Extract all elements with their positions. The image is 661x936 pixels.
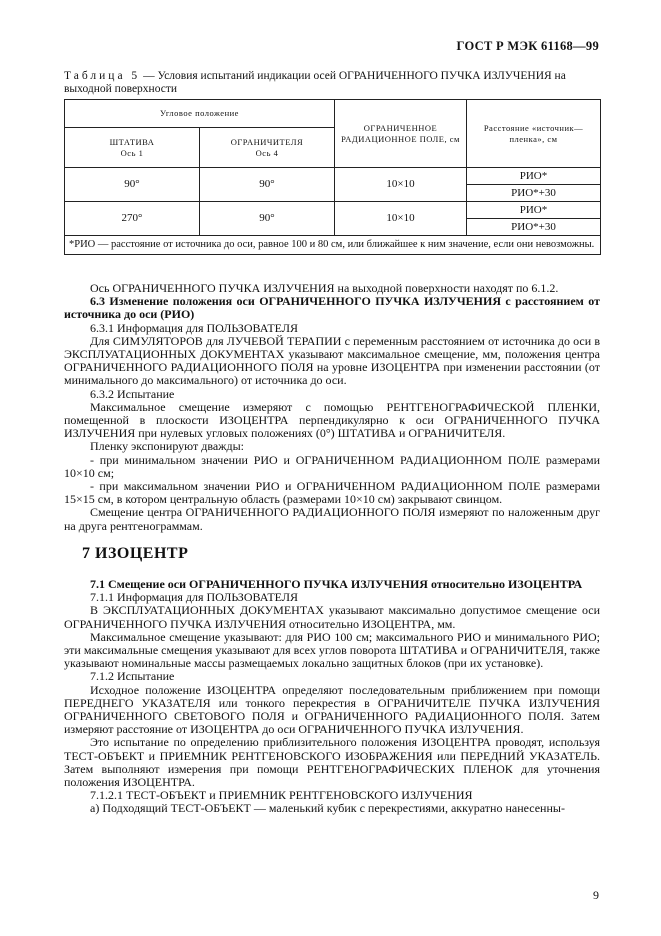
paragraph: Максимальное смещение измеряют с помощью РЕНТГЕНОГРАФИЧЕСКОЙ ПЛЕНКИ, помещенной в плоскости ИЗОЦЕНТРА перпендикулярно к оси ОГРАНИЧЕННОГО ПУЧКА ИЗЛУЧЕНИЯ при нулевых угловых положениях (0°) ШТАТИВА и ОГРАНИЧИТЕЛЯ. [64, 399, 600, 441]
paragraph: Это испытание по определению приблизительного положения ИЗОЦЕНТРА проводят, используя ТЕСТ-ОБЪЕКТ и ПРИЕМНИК РЕНТГЕНОВСКОГО ИЗОБРАЖЕНИЯ или ПЕРЕДНИЙ УКАЗАТЕЛЬ. Затем выполняют измерения при помощи РЕНТГЕНОГРАФИЧЕСКИХ ПЛЕНОК для уточнения положения ИЗОЦЕНТРА. [64, 735, 600, 790]
heading-6-3-1: 6.3.1 Информация для ПОЛЬЗОВАТЕЛЯ [90, 320, 298, 335]
row1-gantry: 90° [65, 168, 200, 202]
paragraph: а) Подходящий ТЕСТ-ОБЪЕКТ — маленький кубик с перекрестиями, аккуратно нанесенны- [90, 801, 565, 816]
test-conditions-table [64, 99, 601, 255]
row2-field: 10×10 [335, 202, 467, 236]
row1-limiter: 90° [200, 168, 335, 202]
gantry-axis-label: Ось 1 [120, 147, 144, 158]
section-6-text [64, 282, 600, 533]
heading-7-1-2-1: 7.1.2.1 ТЕСТ-ОБЪЕКТ и ПРИЕМНИК РЕНТГЕНОВСКОГО ИЗЛУЧЕНИЯ [90, 788, 473, 803]
list-item: - при минимальном значении РИО и ОГРАНИЧЕННОМ РАДИАЦИОННОМ ПОЛЕ размерами 10×10 см; [64, 452, 600, 480]
paragraph: Ось ОГРАНИЧЕННОГО ПУЧКА ИЗЛУЧЕНИЯ на выходной поверхности находят по 6.1.2. [90, 281, 559, 295]
gantry-header [65, 128, 200, 168]
heading-6-3: 6.3 Изменение положения оси ОГРАНИЧЕННОГО ПУЧКА ИЗЛУЧЕНИЯ с расстоянием от источника до оси (РИО) [64, 294, 600, 322]
paragraph: В ЭКСПЛУАТАЦИОННЫХ ДОКУМЕНТАХ указывают максимально допустимое смещение оси ОГРАНИЧЕННОГО ПУЧКА ИЗЛУЧЕНИЯ относительно ИЗОЦЕНТРА, мм. [64, 603, 600, 631]
limiter-header [200, 128, 335, 168]
section-7-title: 7 ИЗОЦЕНТР [82, 545, 189, 562]
table-footnote: *РИО — расстояние от источника до оси, равное 100 и 80 см, или ближайшее к ним значение, если они невозможны. [65, 236, 601, 255]
row2-gantry: 270° [65, 202, 200, 236]
row1-field: 10×10 [335, 168, 467, 202]
row1-distance-2: РИО*+30 [467, 185, 601, 202]
standard-header: ГОСТ Р МЭК 61168—99 [456, 39, 599, 53]
page-number: 9 [593, 888, 599, 902]
heading-7-1-1: 7.1.1 Информация для ПОЛЬЗОВАТЕЛЯ [90, 590, 298, 605]
field-size-header: ОГРАНИЧЕННОЕ РАДИАЦИОННОЕ ПОЛЕ, см [335, 100, 467, 168]
row2-distance-1: РИО* [467, 202, 601, 219]
table-caption-lead: Таблица 5 [64, 70, 141, 82]
heading-7-1: 7.1 Смещение оси ОГРАНИЧЕННОГО ПУЧКА ИЗЛУЧЕНИЯ относительно ИЗОЦЕНТРА [90, 577, 583, 591]
paragraph: Смещение центра ОГРАНИЧЕННОГО РАДИАЦИОННОГО ПОЛЯ измеряют по наложенным друг на друга рентгенограммам. [64, 505, 600, 533]
angle-position-header: Угловое положение [65, 100, 335, 128]
limiter-axis-label: Ось 4 [255, 147, 279, 158]
limiter-header-label: ОГРАНИЧИТЕЛЯ [230, 136, 304, 147]
distance-header: Расстояние «источник—пленка», см [467, 100, 601, 168]
paragraph: Исходное положение ИЗОЦЕНТРА определяют последовательным приближением при помощи ПЕРЕДНЕГО УКАЗАТЕЛЯ или тонкого перекрестия в ОГРАНИЧИТЕЛЕ ПУЧКА ИЗЛУЧЕНИЯ ОГРАНИЧЕННОГО СВЕТОВОГО ПОЛЯ и ОГРАНИЧЕННОГО РАДИАЦИОННОГО ПОЛЯ. Затем измеряют расстояние от ИЗОЦЕНТРА до оси ОГРАНИЧЕННОГО ПУЧКА ИЗЛУЧЕНИЯ. [64, 682, 600, 737]
table-caption-text: — Условия испытаний индикации осей ОГРАНИЧЕННОГО ПУЧКА ИЗЛУЧЕНИЯ на выходной поверхности [64, 70, 566, 95]
section-7-text [64, 578, 600, 816]
paragraph: Для СИМУЛЯТОРОВ для ЛУЧЕВОЙ ТЕРАПИИ с переменным расстоянием от источника до оси в ЭКСПЛУАТАЦИОННЫХ ДОКУМЕНТАХ указывают максимальное смещение, мм, положения центра ОГРАНИЧЕННОГО РАДИАЦИОННОГО ПОЛЯ на уровне ИЗОЦЕНТРА при изменении расстоянии (от минимального до максимального) от источника до оси. [64, 333, 600, 388]
table-caption [64, 70, 602, 96]
row2-distance-2: РИО*+30 [467, 219, 601, 236]
row1-distance-1: РИО* [467, 168, 601, 185]
gantry-header-label: ШТАТИВА [109, 136, 155, 147]
heading-6-3-2: 6.3.2 Испытание [90, 386, 175, 401]
list-item: - при максимальном значении РИО и ОГРАНИЧЕННОМ РАДИАЦИОННОМ ПОЛЕ размерами 15×15 см, в котором центральную область (размерами 10×10 см) закрывают свинцом. [64, 479, 600, 507]
paragraph: Максимальное смещение указывают: для РИО 100 см; максимального РИО и минимального РИО; эти максимальные смещения указывают для всех углов поворота ШТАТИВА и ОГРАНИЧИТЕЛЯ, также указывают номинальные массы размещаемых локально защитных блоков (при их установке). [64, 629, 601, 671]
row2-limiter: 90° [200, 202, 335, 236]
heading-7-1-2: 7.1.2 Испытание [90, 669, 175, 684]
paragraph: Пленку экспонируют дважды: [90, 439, 244, 454]
